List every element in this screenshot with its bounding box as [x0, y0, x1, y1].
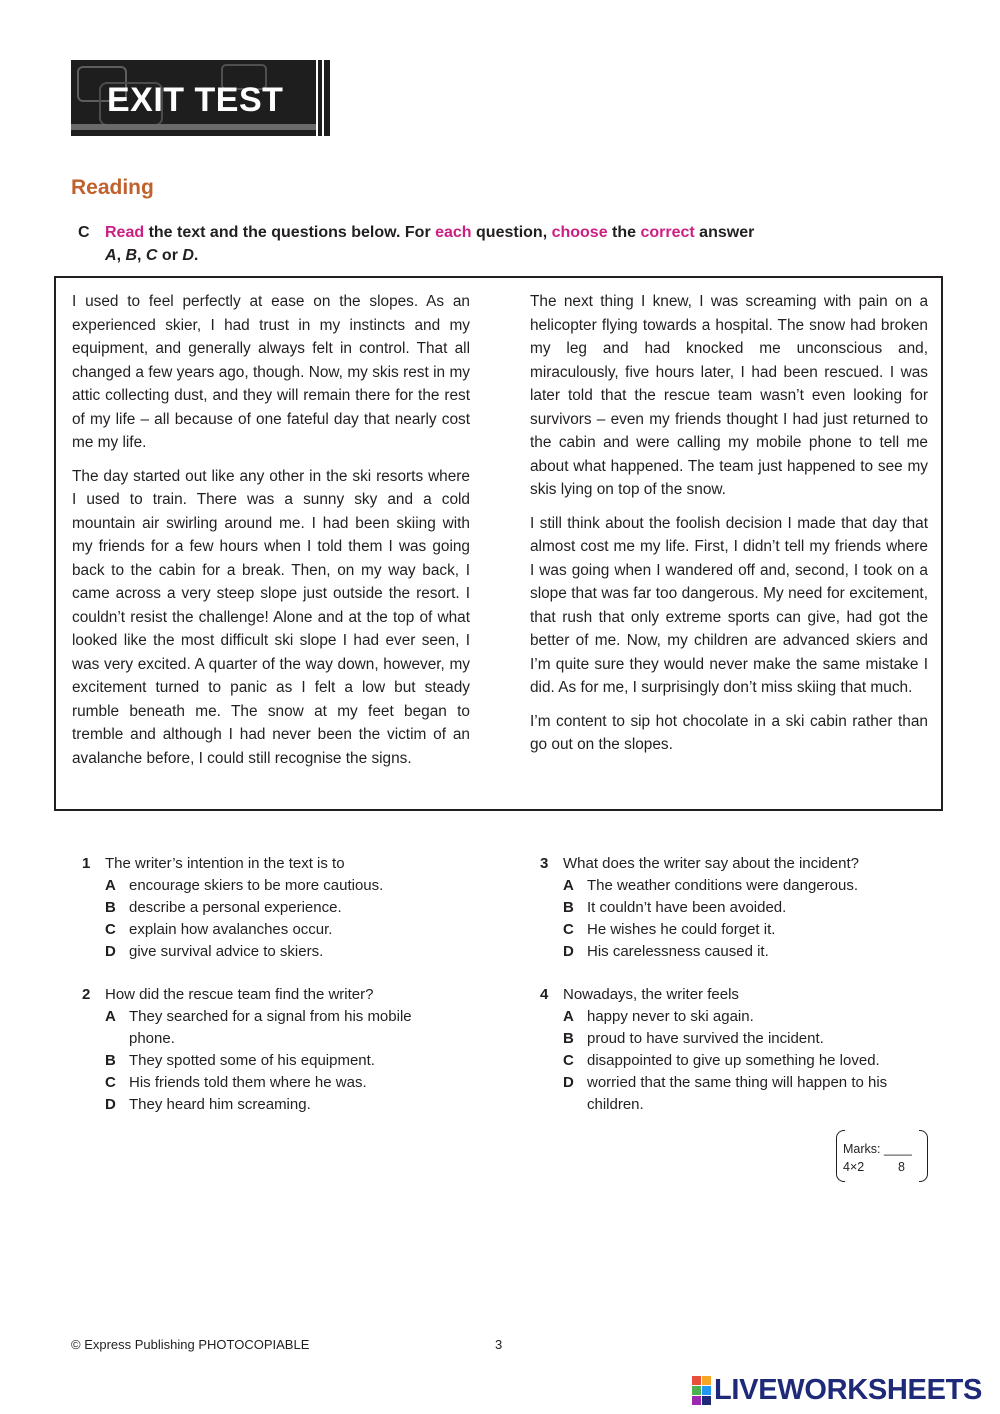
question-3 [540, 853, 940, 963]
option-letter: A [105, 1008, 116, 1025]
option-letter: C [563, 1052, 574, 1069]
option-letter: A [105, 877, 116, 894]
option-text: His carelessness caused it. [587, 943, 769, 960]
logo-text: LIVEWORKSHEETS [714, 1373, 983, 1406]
option-text: happy never to ski again. [587, 1008, 754, 1025]
passage-paragraph: I still think about the foolish decision I made that day that almost cost me my life. First, I didn’t tell my friends where I was going when I wandered off and, second, I took on a slope that was far too dangerous. My need for excitement, that rush that only extreme sports can give, had got the better of me. Now, my children are advanced skiers and I’m quite sure they would never make the same mistake I did. As for me, I surprisingly don’t miss skiing that much. [530, 514, 928, 696]
banner-bar [324, 60, 330, 136]
answer-option[interactable] [82, 1094, 482, 1116]
logo-square [702, 1396, 711, 1405]
passage-paragraph: I used to feel perfectly at ease on the slopes. As an experienced skier, I had trust in my instincts and my equipment, and generally always felt in control. That all changed a few years ago, though. Now, my skis rest in my attic collecting dust, and they will remain there for the rest of my life – all because of one fateful day that nearly cost me my life. [72, 293, 470, 451]
instruction [78, 221, 938, 267]
logo-square [702, 1386, 711, 1395]
option-text: worried that the same thing will happen to his children. [587, 1074, 888, 1113]
answer-option[interactable] [540, 919, 940, 941]
option-text: It couldn’t have been avoided. [587, 899, 787, 916]
question-number: 2 [82, 986, 91, 1003]
passage-paragraph: The day started out like any other in the ski resorts where I used to train. There was a sunny sky and a cold mountain air swirling around me. I had been skiing with my friends for a few hours when I told them I was going back to the cabin for a break. Then, on my way back, I came across a very steep slope just outside the resort. I couldn’t resist the challenge! Alone and at the top of what looked like the most difficult ski slope I had ever seen, I was very excited. A quarter of the way down, however, my excitement turned to panic as I felt a low but steady rumble beneath me. The snow at my feet began to tremble and although I had never been the victim of an avalanche before, I could still recognise the signs. [72, 467, 470, 767]
highlight-word: correct [640, 224, 695, 241]
option-text: encourage skiers to be more cautious. [129, 877, 384, 894]
instruction-text: . [193, 247, 199, 264]
option-letter: B [105, 899, 116, 916]
marks-total: 8 [898, 1160, 905, 1174]
question-number: 1 [82, 855, 91, 872]
answer-option[interactable] [540, 1050, 940, 1072]
instruction-text: or [157, 247, 183, 264]
answer-option[interactable] [82, 1050, 482, 1072]
question-number: 4 [540, 986, 549, 1003]
section-title: Reading [71, 176, 154, 199]
option-text: The weather conditions were dangerous. [587, 877, 858, 894]
answer-option[interactable] [540, 1072, 940, 1116]
option-letter: C [145, 247, 158, 264]
liveworksheets-logo [692, 1374, 982, 1406]
instruction-text: the [607, 224, 641, 241]
answer-option[interactable] [540, 897, 940, 919]
option-text: proud to have survived the incident. [587, 1030, 824, 1047]
option-text: They spotted some of his equipment. [129, 1052, 375, 1069]
option-text: They heard him screaming. [129, 1096, 311, 1113]
logo-square [692, 1376, 701, 1385]
answer-option[interactable] [82, 941, 482, 963]
page-number: 3 [495, 1337, 503, 1352]
option-letter: D [563, 1074, 574, 1091]
instruction-text: , [137, 247, 146, 264]
questions-column-right [540, 853, 940, 1137]
question-text: The writer’s intention in the text is to [105, 855, 345, 872]
option-text: They searched for a signal from his mobile phone. [129, 1008, 412, 1047]
marks-box [836, 1130, 928, 1182]
option-letter: A [105, 247, 117, 264]
option-text: give survival advice to skiers. [129, 943, 324, 960]
question-text: Nowadays, the writer feels [563, 986, 739, 1003]
option-letter: A [563, 877, 574, 894]
logo-square [692, 1396, 701, 1405]
instruction-letter: C [78, 224, 90, 241]
question-1 [82, 853, 482, 963]
passage-paragraph: I’m content to sip hot chocolate in a ski cabin rather than go out on the slopes. [530, 712, 928, 753]
instruction-text: , [116, 247, 126, 264]
option-letter: C [105, 1074, 116, 1091]
answer-option[interactable] [540, 1028, 940, 1050]
question-4 [540, 984, 940, 1116]
passage-column-left [72, 290, 470, 780]
passage-paragraph: The next thing I knew, I was screaming with pain on a helicopter flying towards a hospital. The snow had broken my leg and had knocked me unconscious and, miraculously, five hours later, I had been rescued. I was later told that the rescue team wasn’t even looking for survivors – even my friends thought I had just returned to the cabin and were calling my mobile phone to tell me about what happened. The team just happened to see my skis lying on top of the snow. [530, 293, 928, 498]
bracket-right [919, 1130, 928, 1182]
highlight-word: choose [551, 224, 608, 241]
reading-passage-box [54, 276, 943, 811]
question-text: What does the writer say about the incident? [563, 855, 860, 872]
question-text: How did the rescue team find the writer? [105, 986, 374, 1003]
banner-stripe [71, 124, 316, 130]
answer-option[interactable] [82, 1006, 482, 1050]
marks-label: Marks: ____ [843, 1142, 912, 1156]
answer-option[interactable] [82, 875, 482, 897]
answer-option[interactable] [82, 1072, 482, 1094]
answer-option[interactable] [82, 919, 482, 941]
option-text: explain how avalanches occur. [129, 921, 333, 938]
option-letter: B [105, 1052, 116, 1069]
instruction-text: question, [471, 224, 552, 241]
option-letter: B [563, 1030, 574, 1047]
instruction-text: the text and the questions below. For [144, 224, 436, 241]
question-number: 3 [540, 855, 549, 872]
passage-column-right [530, 290, 928, 767]
highlight-word: each [435, 224, 472, 241]
question-2 [82, 984, 482, 1116]
answer-option[interactable] [540, 941, 940, 963]
answer-option[interactable] [540, 1006, 940, 1028]
option-text: describe a personal experience. [129, 899, 342, 916]
option-letter: D [182, 247, 194, 264]
logo-square [692, 1386, 701, 1395]
logo-icon [692, 1376, 711, 1405]
option-letter: B [125, 247, 138, 264]
banner-bar [318, 60, 322, 136]
option-text: His friends told them where he was. [129, 1074, 367, 1091]
highlight-word: Read [105, 224, 145, 241]
instruction-text: answer [694, 224, 755, 241]
option-text: He wishes he could forget it. [587, 921, 776, 938]
answer-option[interactable] [82, 897, 482, 919]
option-letter: B [563, 899, 574, 916]
option-letter: C [563, 921, 574, 938]
copyright-text: © Express Publishing PHOTOCOPIABLE [71, 1337, 310, 1352]
page-title: EXIT TEST [107, 81, 284, 119]
option-text: disappointed to give up something he loved. [587, 1052, 880, 1069]
answer-option[interactable] [540, 875, 940, 897]
option-letter: C [105, 921, 116, 938]
option-letter: D [563, 943, 574, 960]
questions-column-left [82, 853, 482, 1137]
logo-square [702, 1376, 711, 1385]
option-letter: D [105, 943, 116, 960]
option-letter: A [563, 1008, 574, 1025]
option-letter: D [105, 1096, 116, 1113]
marks-formula: 4×2 [843, 1160, 865, 1174]
